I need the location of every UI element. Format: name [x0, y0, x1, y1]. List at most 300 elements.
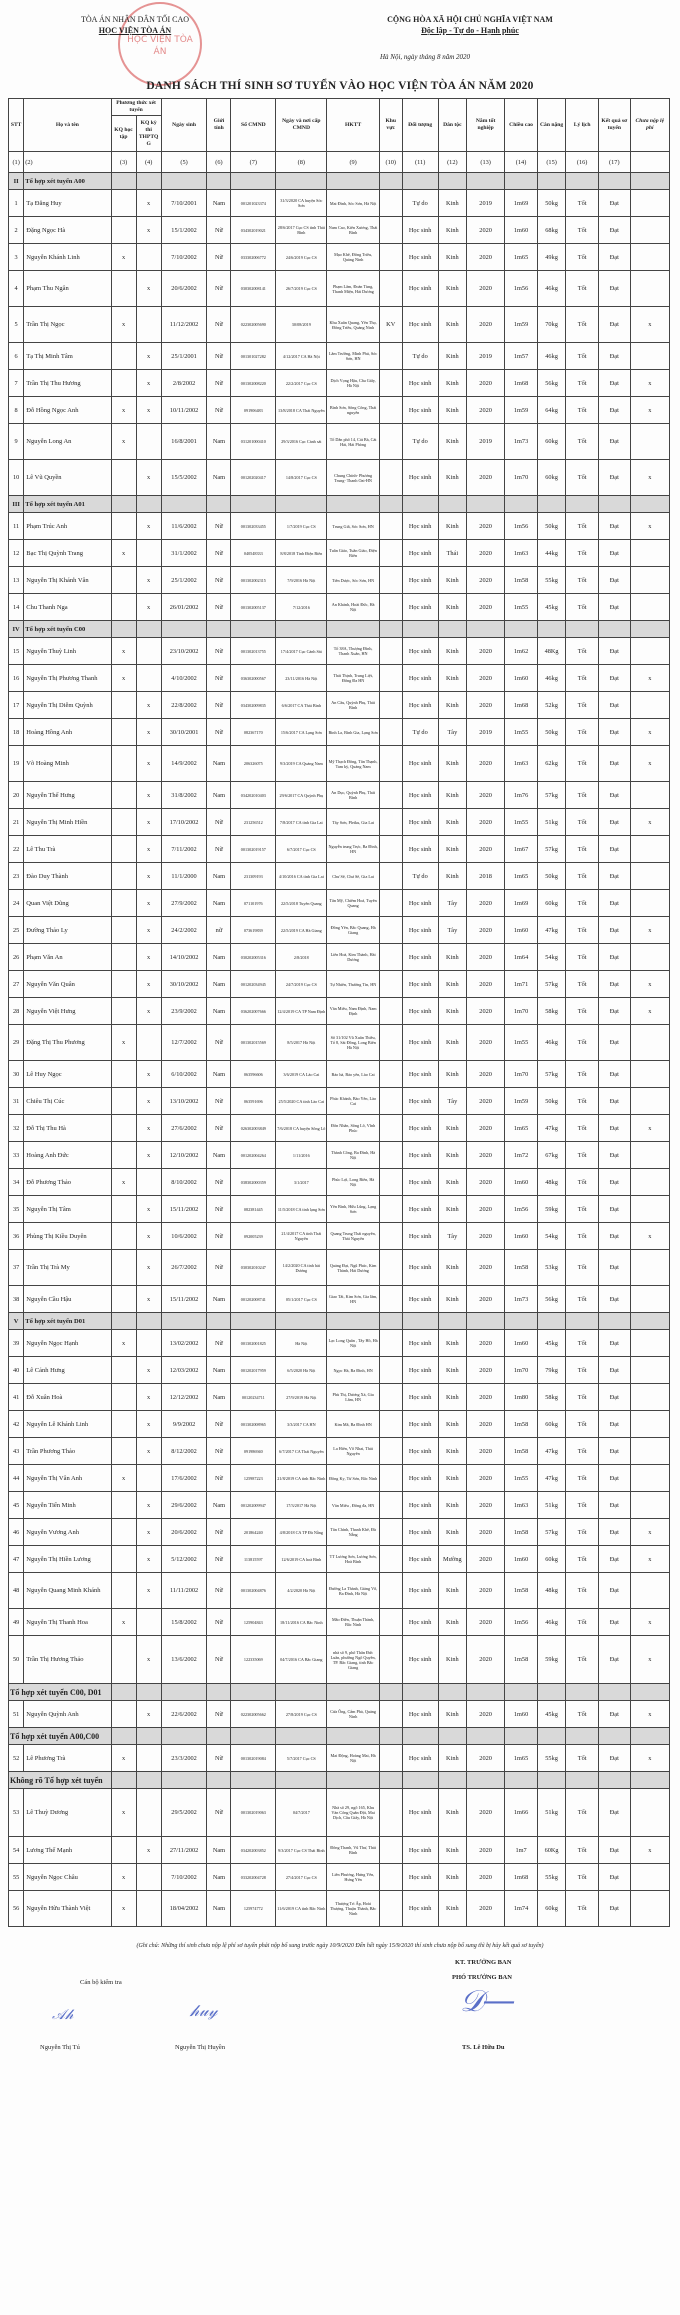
- cell-kq-thi: x: [136, 971, 161, 998]
- cell-name: Nguyễn Thị Tâm: [24, 1196, 111, 1223]
- cell-can-nang: 60kg: [537, 424, 565, 460]
- cell-ly-lich: Tốt: [566, 1701, 599, 1728]
- cell-kq-thi: x: [136, 836, 161, 863]
- cell-kq-thi: x: [136, 594, 161, 621]
- cell-ket-qua: Đạt: [598, 782, 630, 809]
- cell-khu-vuc: [379, 1025, 402, 1061]
- cell-dan-toc: Kinh: [438, 1250, 466, 1286]
- section-empty-cell: [467, 621, 505, 638]
- section-empty-cell: [161, 1313, 207, 1330]
- cell-stt: 25: [9, 917, 24, 944]
- cell-khu-vuc: [379, 1891, 402, 1927]
- cell-doi-tuong: Học sinh: [402, 1357, 438, 1384]
- section-empty-cell: [231, 1313, 276, 1330]
- cell-gender: Nữ: [207, 1573, 231, 1609]
- cell-kq-thi: x: [136, 1438, 161, 1465]
- cell-hktt: Nguyễn trung Trực, Ba Đình, HN: [327, 836, 379, 863]
- cell-kq-hoc-tap: [111, 1492, 136, 1519]
- cell-cmnd: 033202004728: [231, 1864, 276, 1891]
- column-number: (6): [207, 152, 231, 173]
- cell-cmnd-issue: Hà Nội: [276, 1330, 327, 1357]
- cell-khu-vuc: [379, 1357, 402, 1384]
- cell-ly-lich: Tốt: [566, 370, 599, 397]
- table-row: [9, 1223, 670, 1250]
- cell-ly-lich: Tốt: [566, 1061, 599, 1088]
- cell-doi-tuong: Học sinh: [402, 1250, 438, 1286]
- table-row: [9, 1088, 670, 1115]
- cell-cmnd: 091986940: [231, 1438, 276, 1465]
- cell-cmnd: 026302003849: [231, 1115, 276, 1142]
- cell-can-nang: 46kg: [537, 271, 565, 307]
- table-row: [9, 944, 670, 971]
- cell-stt: 9: [9, 424, 24, 460]
- cell-kq-hoc-tap: x: [111, 1169, 136, 1196]
- cell-name: Trần Phương Thảo: [24, 1438, 111, 1465]
- column-number: (2): [24, 152, 111, 173]
- cell-can-nang: 56kg: [537, 370, 565, 397]
- cell-chua-nop: [630, 1465, 669, 1492]
- col-ket-qua: Kết quả sơ tuyển: [598, 99, 630, 152]
- cell-cmnd: 206326075: [231, 746, 276, 782]
- cell-dan-toc: Kinh: [438, 594, 466, 621]
- cell-chua-nop: x: [630, 1636, 669, 1684]
- cell-gender: Nữ: [207, 1025, 231, 1061]
- cell-cmnd-issue: 17/3/2017 Hà Nội: [276, 1492, 327, 1519]
- cell-dob: 22/6/2002: [161, 1701, 207, 1728]
- cell-kq-hoc-tap: [111, 1384, 136, 1411]
- cell-dob: 15/1/2002: [161, 217, 207, 244]
- cell-can-nang: 55kg: [537, 1864, 565, 1891]
- cell-cmnd-issue: 24/7/2019 Cục CS: [276, 971, 327, 998]
- cell-hktt: Liên Hoà, Kim Thành, Hải Dương: [327, 944, 379, 971]
- cell-chua-nop: x: [630, 460, 669, 496]
- cell-cmnd: 001302013755: [231, 638, 276, 665]
- cell-kq-hoc-tap: [111, 1411, 136, 1438]
- cell-name: Nguyễn Văn Quân: [24, 971, 111, 998]
- cell-cmnd-issue: 6/5/2020 Hà Nội: [276, 1357, 327, 1384]
- cell-dob: 30/10/2001: [161, 719, 207, 746]
- cell-nam-tn: 2020: [467, 1384, 505, 1411]
- table-row: [9, 1025, 670, 1061]
- cell-ly-lich: Tốt: [566, 1609, 599, 1636]
- cell-can-nang: 47kg: [537, 917, 565, 944]
- cell-stt: 46: [9, 1519, 24, 1546]
- cell-dan-toc: Kinh: [438, 1196, 466, 1223]
- cell-kq-hoc-tap: x: [111, 1465, 136, 1492]
- cell-khu-vuc: [379, 1492, 402, 1519]
- table-row: [9, 1789, 670, 1837]
- cell-chieu-cao: 1m68: [505, 370, 538, 397]
- cell-ly-lich: Tốt: [566, 1465, 599, 1492]
- cell-dan-toc: Kinh: [438, 863, 466, 890]
- cell-cmnd: 071101976: [231, 890, 276, 917]
- cell-khu-vuc: [379, 343, 402, 370]
- cell-nam-tn: 2020: [467, 1223, 505, 1250]
- cell-can-nang: 51kg: [537, 809, 565, 836]
- cell-cmnd: 036202007666: [231, 998, 276, 1025]
- cell-name: Bạc Thị Quỳnh Trang: [24, 540, 111, 567]
- cell-nam-tn: 2020: [467, 971, 505, 998]
- cell-stt: 21: [9, 809, 24, 836]
- cell-dob: 17/10/2002: [161, 809, 207, 836]
- cell-ket-qua: Đạt: [598, 944, 630, 971]
- cell-kq-thi: x: [136, 1492, 161, 1519]
- table-row: [9, 1519, 670, 1546]
- cell-can-nang: 57kg: [537, 1519, 565, 1546]
- cell-can-nang: 57kg: [537, 971, 565, 998]
- cell-cmnd: 125974772: [231, 1891, 276, 1927]
- cell-gender: Nữ: [207, 719, 231, 746]
- section-empty-cell: [276, 173, 327, 190]
- cell-khu-vuc: [379, 217, 402, 244]
- cell-kq-hoc-tap: [111, 719, 136, 746]
- section-empty-cell: [231, 1772, 276, 1789]
- cell-nam-tn: 2020: [467, 1701, 505, 1728]
- section-header-row: [9, 1728, 670, 1745]
- cell-kq-thi: [136, 1025, 161, 1061]
- col-chieu-cao: Chiều cao: [505, 99, 538, 152]
- cell-kq-hoc-tap: [111, 1286, 136, 1313]
- cell-cmnd-issue: 26/7/2019 Cục CS: [276, 271, 327, 307]
- cell-ly-lich: Tốt: [566, 397, 599, 424]
- cell-cmnd: 091906483: [231, 397, 276, 424]
- cell-stt: 43: [9, 1438, 24, 1465]
- cell-chua-nop: [630, 890, 669, 917]
- cell-dan-toc: Tày: [438, 1088, 466, 1115]
- cell-name: Nguyễn Việt Hưng: [24, 998, 111, 1025]
- cell-nam-tn: 2020: [467, 1636, 505, 1684]
- cell-chua-nop: [630, 944, 669, 971]
- cell-name: Nguyễn Thị Minh Hiền: [24, 809, 111, 836]
- cell-khu-vuc: [379, 863, 402, 890]
- cell-cmnd: 022302005690: [231, 307, 276, 343]
- section-empty-cell: [598, 1313, 630, 1330]
- section-empty-cell: [402, 1772, 438, 1789]
- cell-khu-vuc: [379, 460, 402, 496]
- cell-kq-hoc-tap: [111, 1115, 136, 1142]
- cell-doi-tuong: Học sinh: [402, 567, 438, 594]
- column-number: (12): [438, 152, 466, 173]
- cell-dan-toc: Kinh: [438, 971, 466, 998]
- cell-cmnd-issue: 8/5/2017 Hà Nội: [276, 1025, 327, 1061]
- col-hktt: HKTT: [327, 99, 379, 152]
- section-empty-cell: [438, 496, 466, 513]
- cell-chua-nop: [630, 1357, 669, 1384]
- cell-chua-nop: [630, 1286, 669, 1313]
- cell-ly-lich: Tốt: [566, 863, 599, 890]
- cell-stt: 17: [9, 692, 24, 719]
- cell-kq-thi: x: [136, 1636, 161, 1684]
- cell-can-nang: 51kg: [537, 1492, 565, 1519]
- cell-khu-vuc: [379, 567, 402, 594]
- cell-kq-thi: x: [136, 1061, 161, 1088]
- cell-doi-tuong: Học sinh: [402, 1891, 438, 1927]
- cell-kq-hoc-tap: [111, 1438, 136, 1465]
- cell-kq-thi: x: [136, 460, 161, 496]
- cell-doi-tuong: Học sinh: [402, 1025, 438, 1061]
- cell-dan-toc: Kinh: [438, 1465, 466, 1492]
- cell-gender: Nữ: [207, 1169, 231, 1196]
- cell-cmnd: 001201023374: [231, 190, 276, 217]
- section-empty-cell: [231, 1728, 276, 1745]
- cell-ket-qua: Đạt: [598, 1492, 630, 1519]
- cell-can-nang: 57kg: [537, 836, 565, 863]
- stamp-text: HỌC VIỆN TÒA ÁN: [127, 35, 193, 57]
- cell-stt: 42: [9, 1411, 24, 1438]
- cell-doi-tuong: Học sinh: [402, 217, 438, 244]
- cell-khu-vuc: [379, 1061, 402, 1088]
- cell-cmnd-issue: 28/6/2017 Cục CS tỉnh Thái Bình: [276, 217, 327, 244]
- cell-stt: 12: [9, 540, 24, 567]
- org-line-2: HỌC VIỆN TÒA ÁN: [98, 26, 172, 35]
- section-empty-cell: [598, 173, 630, 190]
- cell-kq-thi: x: [136, 1250, 161, 1286]
- cell-kq-thi: [136, 1330, 161, 1357]
- cell-dan-toc: Kinh: [438, 1115, 466, 1142]
- cell-cmnd: 001302002315: [231, 567, 276, 594]
- cell-nam-tn: 2020: [467, 1609, 505, 1636]
- section-empty-cell: [136, 1728, 161, 1745]
- section-empty-cell: [207, 621, 231, 638]
- section-empty-cell: [402, 621, 438, 638]
- cell-name: Lương Thế Mạnh: [24, 1837, 111, 1864]
- cell-cmnd: 125987223: [231, 1465, 276, 1492]
- cell-kq-thi: x: [136, 809, 161, 836]
- cell-kq-thi: [136, 1789, 161, 1837]
- cell-dan-toc: Kinh: [438, 1142, 466, 1169]
- cell-ket-qua: Đạt: [598, 190, 630, 217]
- cell-name: Phạm Thu Ngân: [24, 271, 111, 307]
- cell-dob: 12/12/2002: [161, 1384, 207, 1411]
- cell-cmnd: 034202003852: [231, 1837, 276, 1864]
- cell-dob: 7/10/2002: [161, 244, 207, 271]
- table-row: [9, 567, 670, 594]
- cell-dan-toc: Kinh: [438, 1609, 466, 1636]
- cell-cmnd-issue: 05/1/2017 Cục CS: [276, 1286, 327, 1313]
- cell-doi-tuong: Học sinh: [402, 1411, 438, 1438]
- cell-cmnd: 001202009947: [231, 1492, 276, 1519]
- table-row: [9, 836, 670, 863]
- cell-chua-nop: x: [630, 971, 669, 998]
- cell-ly-lich: Tốt: [566, 1438, 599, 1465]
- cell-kq-hoc-tap: x: [111, 1891, 136, 1927]
- section-empty-cell: [207, 173, 231, 190]
- column-number-row: [9, 152, 670, 173]
- cell-chieu-cao: 1m56: [505, 1196, 538, 1223]
- cell-name: Tạ Thị Minh Tâm: [24, 343, 111, 370]
- cell-gender: Nữ: [207, 1636, 231, 1684]
- cell-kq-hoc-tap: [111, 944, 136, 971]
- cell-hktt: Đôn Nhân, Sông Lô, Vĩnh Phúc: [327, 1115, 379, 1142]
- cell-can-nang: 59kg: [537, 1196, 565, 1223]
- cell-kq-thi: x: [136, 692, 161, 719]
- table-row: [9, 638, 670, 665]
- cell-kq-hoc-tap: [111, 692, 136, 719]
- table-row: [9, 190, 670, 217]
- cell-hktt: Phúc Lợi, Long Biên, Hà Nội: [327, 1169, 379, 1196]
- cell-dob: 27/9/2002: [161, 890, 207, 917]
- cell-dan-toc: Kinh: [438, 1519, 466, 1546]
- cell-dan-toc: Kinh: [438, 1025, 466, 1061]
- cell-dan-toc: Thái: [438, 540, 466, 567]
- section-empty-cell: [111, 1684, 136, 1701]
- cell-stt: 33: [9, 1142, 24, 1169]
- cell-ly-lich: Tốt: [566, 998, 599, 1025]
- cell-chieu-cao: 1m55: [505, 1465, 538, 1492]
- cell-chieu-cao: 1m73: [505, 424, 538, 460]
- cell-nam-tn: 2020: [467, 460, 505, 496]
- cell-ly-lich: Tốt: [566, 307, 599, 343]
- section-empty-cell: [276, 1313, 327, 1330]
- section-empty-cell: [537, 1313, 565, 1330]
- cell-chua-nop: x: [630, 1115, 669, 1142]
- cell-chieu-cao: 1m58: [505, 1438, 538, 1465]
- cell-doi-tuong: Tự do: [402, 190, 438, 217]
- cell-stt: 15: [9, 638, 24, 665]
- cell-can-nang: 60Kg: [537, 1837, 565, 1864]
- cell-khu-vuc: [379, 1223, 402, 1250]
- cell-khu-vuc: [379, 540, 402, 567]
- cell-ket-qua: Đạt: [598, 1061, 630, 1088]
- cell-ket-qua: Đạt: [598, 1384, 630, 1411]
- cell-can-nang: 45kg: [537, 594, 565, 621]
- cell-stt: 29: [9, 1025, 24, 1061]
- cell-nam-tn: 2020: [467, 809, 505, 836]
- cell-can-nang: 57kg: [537, 782, 565, 809]
- section-empty-cell: [379, 173, 402, 190]
- cell-ly-lich: Tốt: [566, 1025, 599, 1061]
- cell-ly-lich: Tốt: [566, 836, 599, 863]
- cell-chua-nop: [630, 1438, 669, 1465]
- cell-ly-lich: Tốt: [566, 513, 599, 540]
- table-header: [9, 99, 670, 173]
- cell-nam-tn: 2020: [467, 1411, 505, 1438]
- col-chua-nop: Chưa nộp lệ phí: [630, 99, 669, 152]
- cell-gender: Nữ: [207, 1701, 231, 1728]
- section-number: IV: [9, 621, 24, 638]
- cell-stt: 56: [9, 1891, 24, 1927]
- table-row: [9, 1115, 670, 1142]
- cell-nam-tn: 2020: [467, 1438, 505, 1465]
- cell-chua-nop: x: [630, 998, 669, 1025]
- cell-stt: 51: [9, 1701, 24, 1728]
- cell-stt: 48: [9, 1573, 24, 1609]
- table-row: [9, 1465, 670, 1492]
- cell-ly-lich: Tốt: [566, 1519, 599, 1546]
- cell-ket-qua: Đạt: [598, 836, 630, 863]
- cell-chua-nop: x: [630, 1519, 669, 1546]
- cell-gender: Nữ: [207, 1330, 231, 1357]
- section-empty-cell: [111, 1728, 136, 1745]
- cell-khu-vuc: [379, 1115, 402, 1142]
- cell-kq-thi: x: [136, 271, 161, 307]
- cell-dob: 15/11/2002: [161, 1196, 207, 1223]
- cell-khu-vuc: [379, 719, 402, 746]
- cell-stt: 22: [9, 836, 24, 863]
- country-name: CỘNG HÒA XÃ HỘI CHỦ NGHĨA VIỆT NAM: [387, 15, 553, 24]
- cell-chua-nop: [630, 1250, 669, 1286]
- cell-kq-hoc-tap: [111, 567, 136, 594]
- cell-chieu-cao: 1m65: [505, 1745, 538, 1772]
- cell-stt: 6: [9, 343, 24, 370]
- col-name: Họ và tên: [24, 99, 111, 152]
- cell-kq-hoc-tap: [111, 1250, 136, 1286]
- national-header: [340, 14, 600, 36]
- cell-can-nang: 52kg: [537, 692, 565, 719]
- cell-doi-tuong: Học sinh: [402, 746, 438, 782]
- cell-khu-vuc: [379, 1609, 402, 1636]
- section-empty-cell: [630, 1313, 669, 1330]
- cell-can-nang: 70kg: [537, 307, 565, 343]
- table-row: [9, 1286, 670, 1313]
- cell-can-nang: 50kg: [537, 513, 565, 540]
- cell-ket-qua: Đạt: [598, 307, 630, 343]
- cell-doi-tuong: Học sinh: [402, 1546, 438, 1573]
- cell-khu-vuc: [379, 1789, 402, 1837]
- section-empty-cell: [566, 1684, 599, 1701]
- col-kq-thi: KQ kỳ thi THPTQG: [136, 116, 161, 152]
- cell-name: Nguyễn Thị Thanh Hoa: [24, 1609, 111, 1636]
- cell-cmnd-issue: 1/11/2016: [276, 1142, 327, 1169]
- cell-stt: 14: [9, 594, 24, 621]
- cell-cmnd-issue: 15/6/2017 CA Lạng Sơn: [276, 719, 327, 746]
- cell-cmnd: 030302010247: [231, 1250, 276, 1286]
- cell-chua-nop: [630, 1142, 669, 1169]
- table-row: [9, 1142, 670, 1169]
- cell-doi-tuong: Học sinh: [402, 836, 438, 863]
- cell-cmnd-issue: 11/5/2018 CA tỉnh lạng Sơn: [276, 1196, 327, 1223]
- cell-doi-tuong: Học sinh: [402, 1864, 438, 1891]
- cell-gender: Nữ: [207, 809, 231, 836]
- cell-dan-toc: Kinh: [438, 944, 466, 971]
- cell-kq-hoc-tap: [111, 271, 136, 307]
- cell-khu-vuc: KV: [379, 307, 402, 343]
- cell-ly-lich: Tốt: [566, 1196, 599, 1223]
- cell-kq-thi: [136, 1745, 161, 1772]
- deputy-title: PHÓ TRƯỞNG BAN: [452, 1974, 512, 1981]
- col-cmnd: Số CMND: [231, 99, 276, 152]
- cell-khu-vuc: [379, 271, 402, 307]
- cell-gender: Nam: [207, 944, 231, 971]
- cell-chua-nop: [630, 836, 669, 863]
- cell-stt: 7: [9, 370, 24, 397]
- cell-chieu-cao: 1m74: [505, 1891, 538, 1927]
- cell-dob: 15/5/2002: [161, 460, 207, 496]
- cell-doi-tuong: Học sinh: [402, 513, 438, 540]
- cell-nam-tn: 2020: [467, 1546, 505, 1573]
- cell-chieu-cao: 1m70: [505, 460, 538, 496]
- cell-cmnd-issue: 9/3/2019 CA Quảng Nam: [276, 746, 327, 782]
- cell-ket-qua: Đạt: [598, 1465, 630, 1492]
- section-empty-cell: [207, 1728, 231, 1745]
- cell-chieu-cao: 1m66: [505, 1789, 538, 1837]
- cell-dob: 13/10/2002: [161, 1088, 207, 1115]
- cell-ket-qua: Đạt: [598, 1609, 630, 1636]
- cell-stt: 2: [9, 217, 24, 244]
- cell-gender: Nam: [207, 460, 231, 496]
- cell-chua-nop: [630, 1864, 669, 1891]
- cell-dob: 2/8/2002: [161, 370, 207, 397]
- cell-dob: 31/8/2002: [161, 782, 207, 809]
- cell-kq-thi: x: [136, 863, 161, 890]
- cell-cmnd-issue: 14/2/2020 CA tỉnh hải Dương: [276, 1250, 327, 1286]
- cell-nam-tn: 2020: [467, 1864, 505, 1891]
- cell-dob: 8/10/2002: [161, 1169, 207, 1196]
- section-label: Tổ hợp xét tuyển D01: [24, 1313, 111, 1330]
- cell-can-nang: 60kg: [537, 890, 565, 917]
- cell-kq-hoc-tap: x: [111, 244, 136, 271]
- cell-cmnd: 034302009835: [231, 692, 276, 719]
